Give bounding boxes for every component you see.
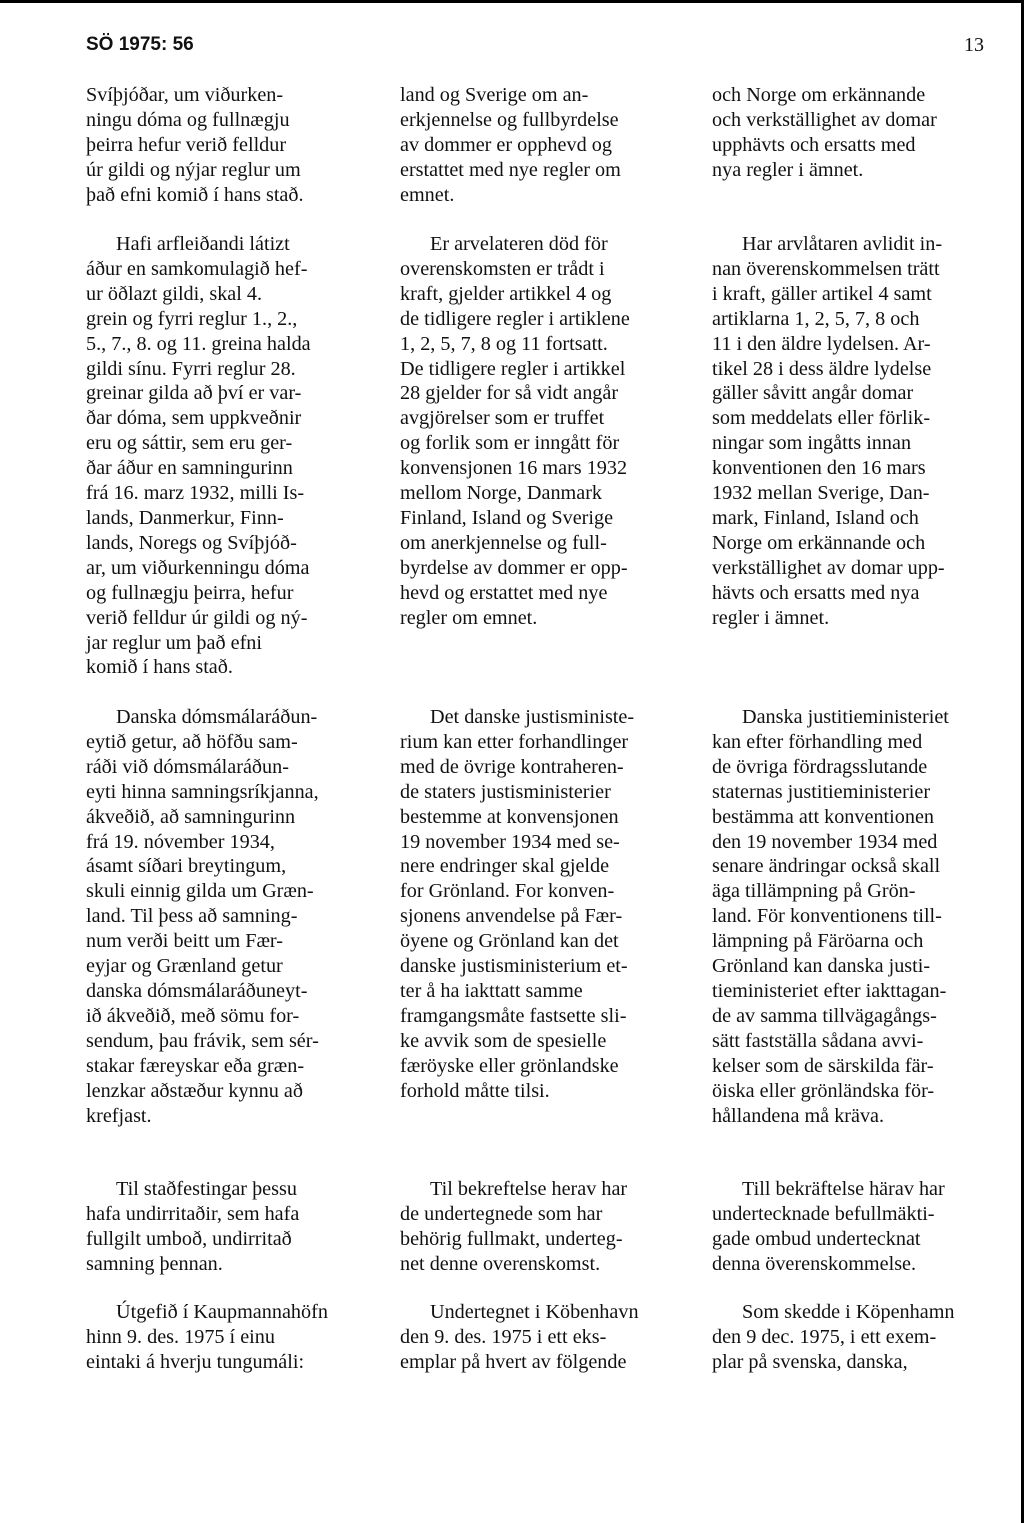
text-line: hafa undirritaðir, sem hafa xyxy=(86,1202,300,1225)
text-line: konvensjonen 16 mars 1932 xyxy=(400,457,628,480)
text-line: 1, 2, 5, 7, 8 og 11 fortsatt. xyxy=(400,332,608,355)
text-line: það efni komið í hans stað. xyxy=(86,183,304,206)
text-line: lenzkar aðstæður kynnu að xyxy=(86,1079,303,1102)
text-line: ur öðlazt gildi, skal 4. xyxy=(86,282,263,305)
text-line: denna överenskommelse. xyxy=(712,1252,917,1275)
text-line: och verkställighet av domar xyxy=(712,108,937,131)
text-line: de av samma tillvägagångs- xyxy=(712,1004,937,1027)
text-line: Er arvelateren död för xyxy=(430,233,608,255)
text-line: med de övrige kontraheren- xyxy=(400,755,624,778)
text-line: plar på svenska, danska, xyxy=(712,1350,908,1373)
text-line: upphävts och ersatts med xyxy=(712,133,916,156)
text-line: krefjast. xyxy=(86,1104,152,1127)
text-line: komið í hans stað. xyxy=(86,656,233,679)
text-line: og fullnægju þeirra, hefur xyxy=(86,581,294,604)
text-line: den 9 dec. 1975, i ett exem- xyxy=(712,1325,937,1348)
text-line: nan överenskommelsen trätt xyxy=(712,257,940,280)
text-line: undertecknade befullmäkti- xyxy=(712,1202,935,1225)
text-line: Til staðfestingar þessu xyxy=(116,1178,297,1200)
text-line: gäller såvitt angår domar xyxy=(712,382,914,405)
text-line: grein og fyrri reglur 1., 2., xyxy=(86,307,298,330)
text-line: De tidligere regler i artikkel xyxy=(400,357,626,380)
text-line: nya regler i ämnet. xyxy=(712,158,864,181)
text-line: lands, Noregs og Svíþjóð- xyxy=(86,531,297,554)
text-line: fullgilt umboð, undirritað xyxy=(86,1227,292,1250)
text-line: forhold måtte tilsi. xyxy=(400,1079,550,1102)
text-line: ðar áður en samningurinn xyxy=(86,457,293,480)
text-line: Hafi arfleiðandi látizt xyxy=(116,233,290,255)
text-line: skuli einnig gilda um Græn- xyxy=(86,880,314,903)
text-line: Grönland kan danska justi- xyxy=(712,955,931,978)
text-line: ið ákveðið, með sömu for- xyxy=(86,1004,300,1027)
text-line: eintaki á hverju tungumáli: xyxy=(86,1350,305,1373)
text-line: ningar som ingåtts innan xyxy=(712,432,912,455)
text-line: 28 gjelder for så vidt angår xyxy=(400,382,619,405)
block-1-icelandic xyxy=(86,83,366,208)
text-line: verið felldur úr gildi og ný- xyxy=(86,606,308,629)
text-line: ke avvik som de spesielle xyxy=(400,1029,607,1052)
text-line: bestemme at konvensjonen xyxy=(400,805,619,828)
block-4-swedish xyxy=(712,1177,986,1277)
block-5-swedish xyxy=(712,1300,986,1375)
text-line: i kraft, gäller artikel 4 samt xyxy=(712,282,932,305)
text-line: ningu dóma og fullnægju xyxy=(86,108,290,131)
text-line: eyjar og Grænland getur xyxy=(86,955,283,978)
text-line: hevd og erstattet med nye xyxy=(400,581,608,604)
text-line: kan efter förhandling med xyxy=(712,730,923,753)
text-line: Till bekräftelse härav har xyxy=(742,1178,945,1200)
text-line: om anerkjennelse og full- xyxy=(400,531,607,554)
text-line: och Norge om erkännande xyxy=(712,84,926,106)
text-line: 19 november 1934 med se- xyxy=(400,830,620,853)
text-line: kelser som de särskilda fär- xyxy=(712,1054,934,1077)
block-2-norwegian xyxy=(400,232,674,631)
text-line: færöyske eller grönlandske xyxy=(400,1054,619,1077)
text-line: den 9. des. 1975 i ett eks- xyxy=(400,1325,607,1348)
text-line: de undertegnede som har xyxy=(400,1202,603,1225)
text-line: erkjennelse og fullbyrdelse xyxy=(400,108,619,131)
text-line: tikel 28 i dess äldre lydelse xyxy=(712,357,932,380)
text-line: eru og sáttir, sem eru ger- xyxy=(86,432,293,455)
text-line: Danska justitieministeriet xyxy=(742,706,949,728)
block-3-icelandic xyxy=(86,705,366,1128)
text-line: Útgefið í Kaupmannahöfn xyxy=(116,1301,328,1323)
block-4-icelandic xyxy=(86,1177,366,1277)
text-line: kraft, gjelder artikkel 4 og xyxy=(400,282,612,305)
block-1-norwegian xyxy=(400,83,674,208)
text-line: behörig fullmakt, underteg- xyxy=(400,1227,623,1250)
text-line: senare ändringar också skall xyxy=(712,855,941,878)
text-line: ráði við dómsmálaráðun- xyxy=(86,755,289,778)
text-line: land. För konventionens till- xyxy=(712,905,942,928)
text-line: mark, Finland, Island och xyxy=(712,506,919,529)
text-line: land. Til þess að samning- xyxy=(86,905,298,928)
text-line: jar reglur um það efni xyxy=(86,631,263,654)
text-line: sätt fastställa sådana avvi- xyxy=(712,1029,924,1052)
text-line: áður en samkomulagið hef- xyxy=(86,257,308,280)
text-line: mellom Norge, Danmark xyxy=(400,482,603,505)
text-line: hävts och ersatts med nya xyxy=(712,581,920,604)
text-line: greinar gilda að því er var- xyxy=(86,382,302,405)
text-line: öiska eller grönländska för- xyxy=(712,1079,935,1102)
text-line: tieministeriet efter iakttagan- xyxy=(712,979,947,1002)
text-line: sjonens anvendelse på Fær- xyxy=(400,905,623,928)
text-line: lämpning på Färöarna och xyxy=(712,930,924,953)
text-line: Danska dómsmálaráðun- xyxy=(116,706,318,728)
text-line: gildi sínu. Fyrri reglur 28. xyxy=(86,357,296,380)
text-line: danska dómsmálaráðuneyt- xyxy=(86,979,308,1002)
text-line: erstattet med nye regler om xyxy=(400,158,621,181)
text-line: gade ombud undertecknat xyxy=(712,1227,921,1250)
text-line: hinn 9. des. 1975 í einu xyxy=(86,1325,275,1348)
text-line: regler om emnet. xyxy=(400,606,538,629)
text-line: Til bekreftelse herav har xyxy=(430,1178,628,1200)
text-line: framgangsmåte fastsette sli- xyxy=(400,1004,627,1027)
text-line: Har arvlåtaren avlidit in- xyxy=(742,233,943,255)
text-line: samning þennan. xyxy=(86,1252,223,1275)
block-5-norwegian xyxy=(400,1300,674,1375)
text-line: emnet. xyxy=(400,183,455,206)
text-line: staternas justitieministerier xyxy=(712,780,931,803)
text-line: Det danske justisministe- xyxy=(430,706,635,728)
text-line: þeirra hefur verið felldur xyxy=(86,133,287,156)
text-line: net denne overenskomst. xyxy=(400,1252,601,1275)
text-line: 11 i den äldre lydelsen. Ar- xyxy=(712,332,931,355)
text-line: frá 19. nóvember 1934, xyxy=(86,830,275,853)
text-line: Undertegnet i Köbenhavn xyxy=(430,1301,639,1323)
block-2-icelandic xyxy=(86,232,366,680)
text-line: byrdelse av dommer er opp- xyxy=(400,556,628,579)
text-line: Svíþjóðar, um viðurken- xyxy=(86,84,284,106)
page-number: 13 xyxy=(964,34,984,56)
text-line: regler i ämnet. xyxy=(712,606,830,629)
text-line: ðar dóma, sem uppkveðnir xyxy=(86,407,302,430)
text-line: for Grönland. For konven- xyxy=(400,880,615,903)
text-line: emplar på hvert av fölgende xyxy=(400,1350,627,1373)
text-line: stakar færeyskar eða græn- xyxy=(86,1054,305,1077)
block-3-norwegian xyxy=(400,705,674,1104)
text-line: sendum, þau frávik, sem sér- xyxy=(86,1029,319,1052)
text-line: ákveðið, að samningurinn xyxy=(86,805,296,828)
text-line: de övriga fördragsslutande xyxy=(712,755,928,778)
block-1-swedish xyxy=(712,83,986,183)
text-line: artiklarna 1, 2, 5, 7, 8 och xyxy=(712,307,920,330)
block-4-norwegian xyxy=(400,1177,674,1277)
block-5-icelandic xyxy=(86,1300,366,1375)
text-line: de tidligere regler i artiklene xyxy=(400,307,630,330)
text-line: og forlik som er inngått för xyxy=(400,432,620,455)
text-line: frá 16. marz 1932, milli Is- xyxy=(86,482,305,505)
text-line: úr gildi og nýjar reglur um xyxy=(86,158,301,181)
text-line: Som skedde i Köpenhamn xyxy=(742,1301,955,1323)
text-line: den 19 november 1934 med xyxy=(712,830,938,853)
text-line: eytið getur, að höfðu sam- xyxy=(86,730,298,753)
text-line: danske justisministerium et- xyxy=(400,955,628,978)
text-line: land og Sverige om an- xyxy=(400,84,589,106)
block-2-swedish xyxy=(712,232,986,631)
text-line: bestämma att konventionen xyxy=(712,805,935,828)
text-line: lands, Danmerkur, Finn- xyxy=(86,506,284,529)
text-line: ter å ha iakttatt samme xyxy=(400,979,583,1002)
text-line: konventionen den 16 mars xyxy=(712,457,926,480)
text-line: ar, um viðurkenningu dóma xyxy=(86,556,310,579)
block-3-swedish xyxy=(712,705,986,1128)
text-line: nere endringer skal gjelde xyxy=(400,855,610,878)
text-line: öyene og Grönland kan det xyxy=(400,930,619,953)
text-line: verkställighet av domar upp- xyxy=(712,556,945,579)
text-line: 1932 mellan Sverige, Dan- xyxy=(712,482,930,505)
top-border xyxy=(0,0,1024,3)
text-line: Finland, Island og Sverige xyxy=(400,506,614,529)
text-line: äga tillämpning på Grön- xyxy=(712,880,916,903)
text-line: 5., 7., 8. og 11. greina halda xyxy=(86,332,311,355)
text-line: som meddelats eller förlik- xyxy=(712,407,931,430)
text-line: rium kan etter forhandlinger xyxy=(400,730,629,753)
text-line: num verði beitt um Fær- xyxy=(86,930,283,953)
text-line: eyti hinna samningsríkjanna, xyxy=(86,780,319,803)
text-line: avgjörelser som er truffet xyxy=(400,407,605,430)
text-line: hållandena må kräva. xyxy=(712,1104,885,1127)
text-line: ásamt síðari breytingum, xyxy=(86,855,287,878)
text-line: av dommer er opphevd og xyxy=(400,133,612,156)
text-line: overenskomsten er trådt i xyxy=(400,257,605,280)
text-line: Norge om erkännande och xyxy=(712,531,926,554)
running-head: SÖ 1975: 56 xyxy=(86,34,194,55)
text-line: de staters justisministerier xyxy=(400,780,611,803)
